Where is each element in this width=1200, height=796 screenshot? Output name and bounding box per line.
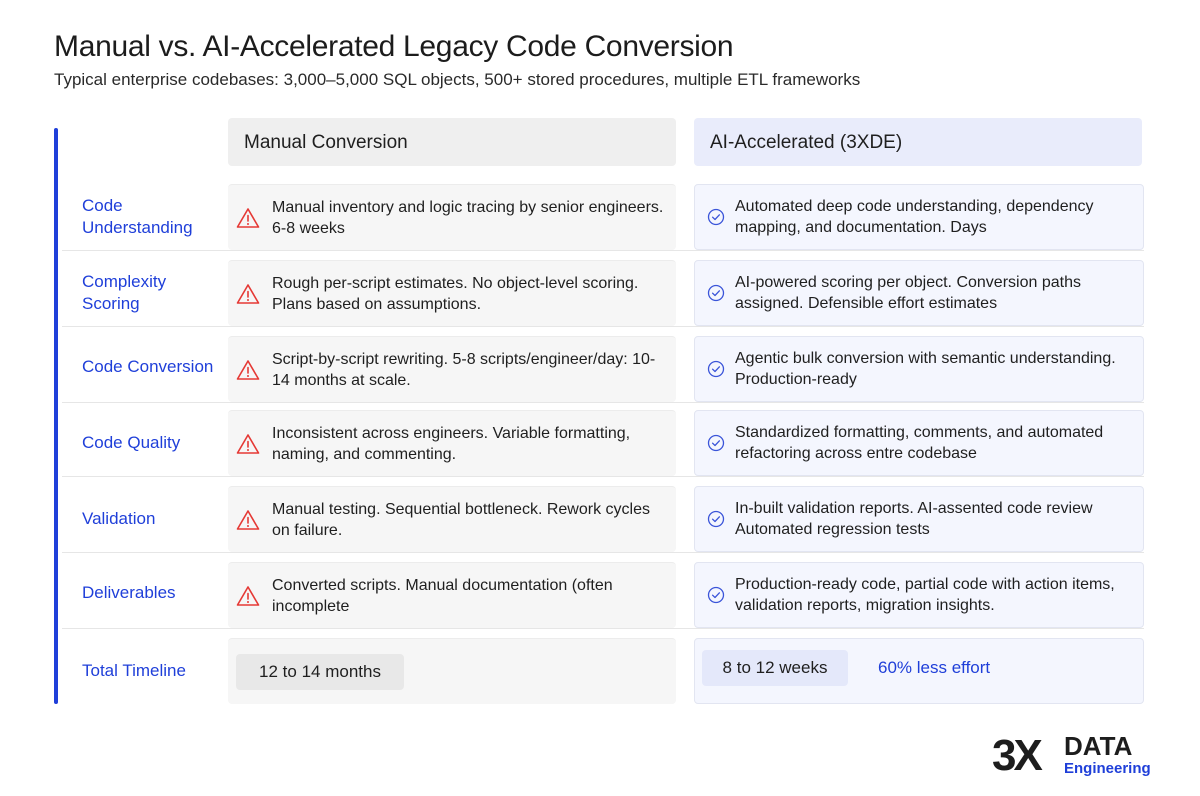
- row-label-code-quality: Code Quality: [82, 433, 181, 452]
- manual-cell: [228, 410, 676, 476]
- row-divider: [62, 402, 1144, 403]
- manual-cell: [228, 562, 676, 628]
- row-divider: [62, 250, 1144, 251]
- check-circle-icon: [707, 208, 725, 226]
- warning-triangle-icon: [236, 509, 260, 531]
- logo-subword: Engineering: [1064, 760, 1151, 777]
- logo-word: DATA: [1064, 731, 1133, 761]
- accent-bar: [54, 128, 58, 704]
- ai-cell-text: AI-powered scoring per object. Conversion paths assigned. Defensible effort estimates: [735, 274, 1081, 312]
- manual-cell-text: Inconsistent across engineers. Variable formatting, naming, and commenting.: [272, 424, 631, 463]
- manual-cell-text: Converted scripts. Manual documentation (often incomplete: [272, 576, 613, 615]
- row-label-code-understanding: Code Understanding: [82, 196, 193, 237]
- ai-cell-text: Automated deep code understanding, dependency mapping, and documentation. Days: [735, 198, 1094, 236]
- manual-cell: [228, 336, 676, 402]
- page-title: Manual vs. AI-Accelerated Legacy Code Conversion: [54, 30, 734, 63]
- manual-cell: [228, 260, 676, 326]
- manual-cell-text: Script-by-script rewriting. 5-8 scripts/engineer/day: 10-14 months at scale.: [272, 350, 656, 389]
- ai-cell-text: Agentic bulk conversion with semantic understanding. Production-ready: [735, 350, 1116, 388]
- row-label-complexity-scoring: Complexity Scoring: [82, 272, 167, 313]
- brand-logo: [992, 731, 1151, 780]
- warning-triangle-icon: [236, 585, 260, 607]
- effort-note: 60% less effort: [878, 658, 991, 677]
- column-header-ai: AI-Accelerated (3XDE): [694, 118, 1142, 166]
- ai-cell: [694, 260, 1144, 326]
- row-divider: [62, 552, 1144, 553]
- check-circle-icon: [707, 510, 725, 528]
- warning-triangle-icon: [236, 433, 260, 455]
- row-label-validation: Validation: [82, 509, 156, 528]
- ai-cell: [694, 486, 1144, 552]
- check-circle-icon: [707, 284, 725, 302]
- ai-cell: [694, 562, 1144, 628]
- row-divider: [62, 476, 1144, 477]
- warning-triangle-icon: [236, 207, 260, 229]
- ai-cell-text: Standardized formatting, comments, and automated refactoring across entre codebase: [735, 424, 1104, 462]
- row-divider: [62, 326, 1144, 327]
- check-circle-icon: [707, 586, 725, 604]
- ai-timeline-pill: 8 to 12 weeks: [702, 650, 848, 686]
- logo-mark: 3X: [992, 731, 1040, 780]
- warning-triangle-icon: [236, 359, 260, 381]
- manual-cell: [228, 486, 676, 552]
- row-label-total-timeline: Total Timeline: [82, 661, 186, 680]
- warning-triangle-icon: [236, 283, 260, 305]
- row-label-code-conversion: Code Conversion: [82, 357, 214, 376]
- row-divider: [62, 628, 1144, 629]
- ai-cell: [694, 410, 1144, 476]
- ai-cell: [694, 336, 1144, 402]
- ai-cell: [694, 184, 1144, 250]
- check-circle-icon: [707, 360, 725, 378]
- manual-cell-text: Manual inventory and logic tracing by senior engineers. 6-8 weeks: [272, 198, 664, 237]
- check-circle-icon: [707, 434, 725, 452]
- ai-cell-text: Production-ready code, partial code with action items, validation reports, migration insights.: [735, 576, 1115, 614]
- manual-cell: [228, 184, 676, 250]
- column-header-manual: Manual Conversion: [228, 118, 676, 166]
- ai-cell-text: In-built validation reports. AI-assented code review Automated regression tests: [735, 500, 1093, 538]
- page-subtitle: Typical enterprise codebases: 3,000–5,000 SQL objects, 500+ stored procedures, multiple ETL frameworks: [54, 70, 861, 89]
- row-label-deliverables: Deliverables: [82, 583, 176, 602]
- manual-timeline-pill: 12 to 14 months: [236, 654, 404, 690]
- manual-cell-text: Rough per-script estimates. No object-level scoring. Plans based on assumptions.: [272, 274, 639, 313]
- manual-cell-text: Manual testing. Sequential bottleneck. Rework cycles on failure.: [272, 500, 650, 539]
